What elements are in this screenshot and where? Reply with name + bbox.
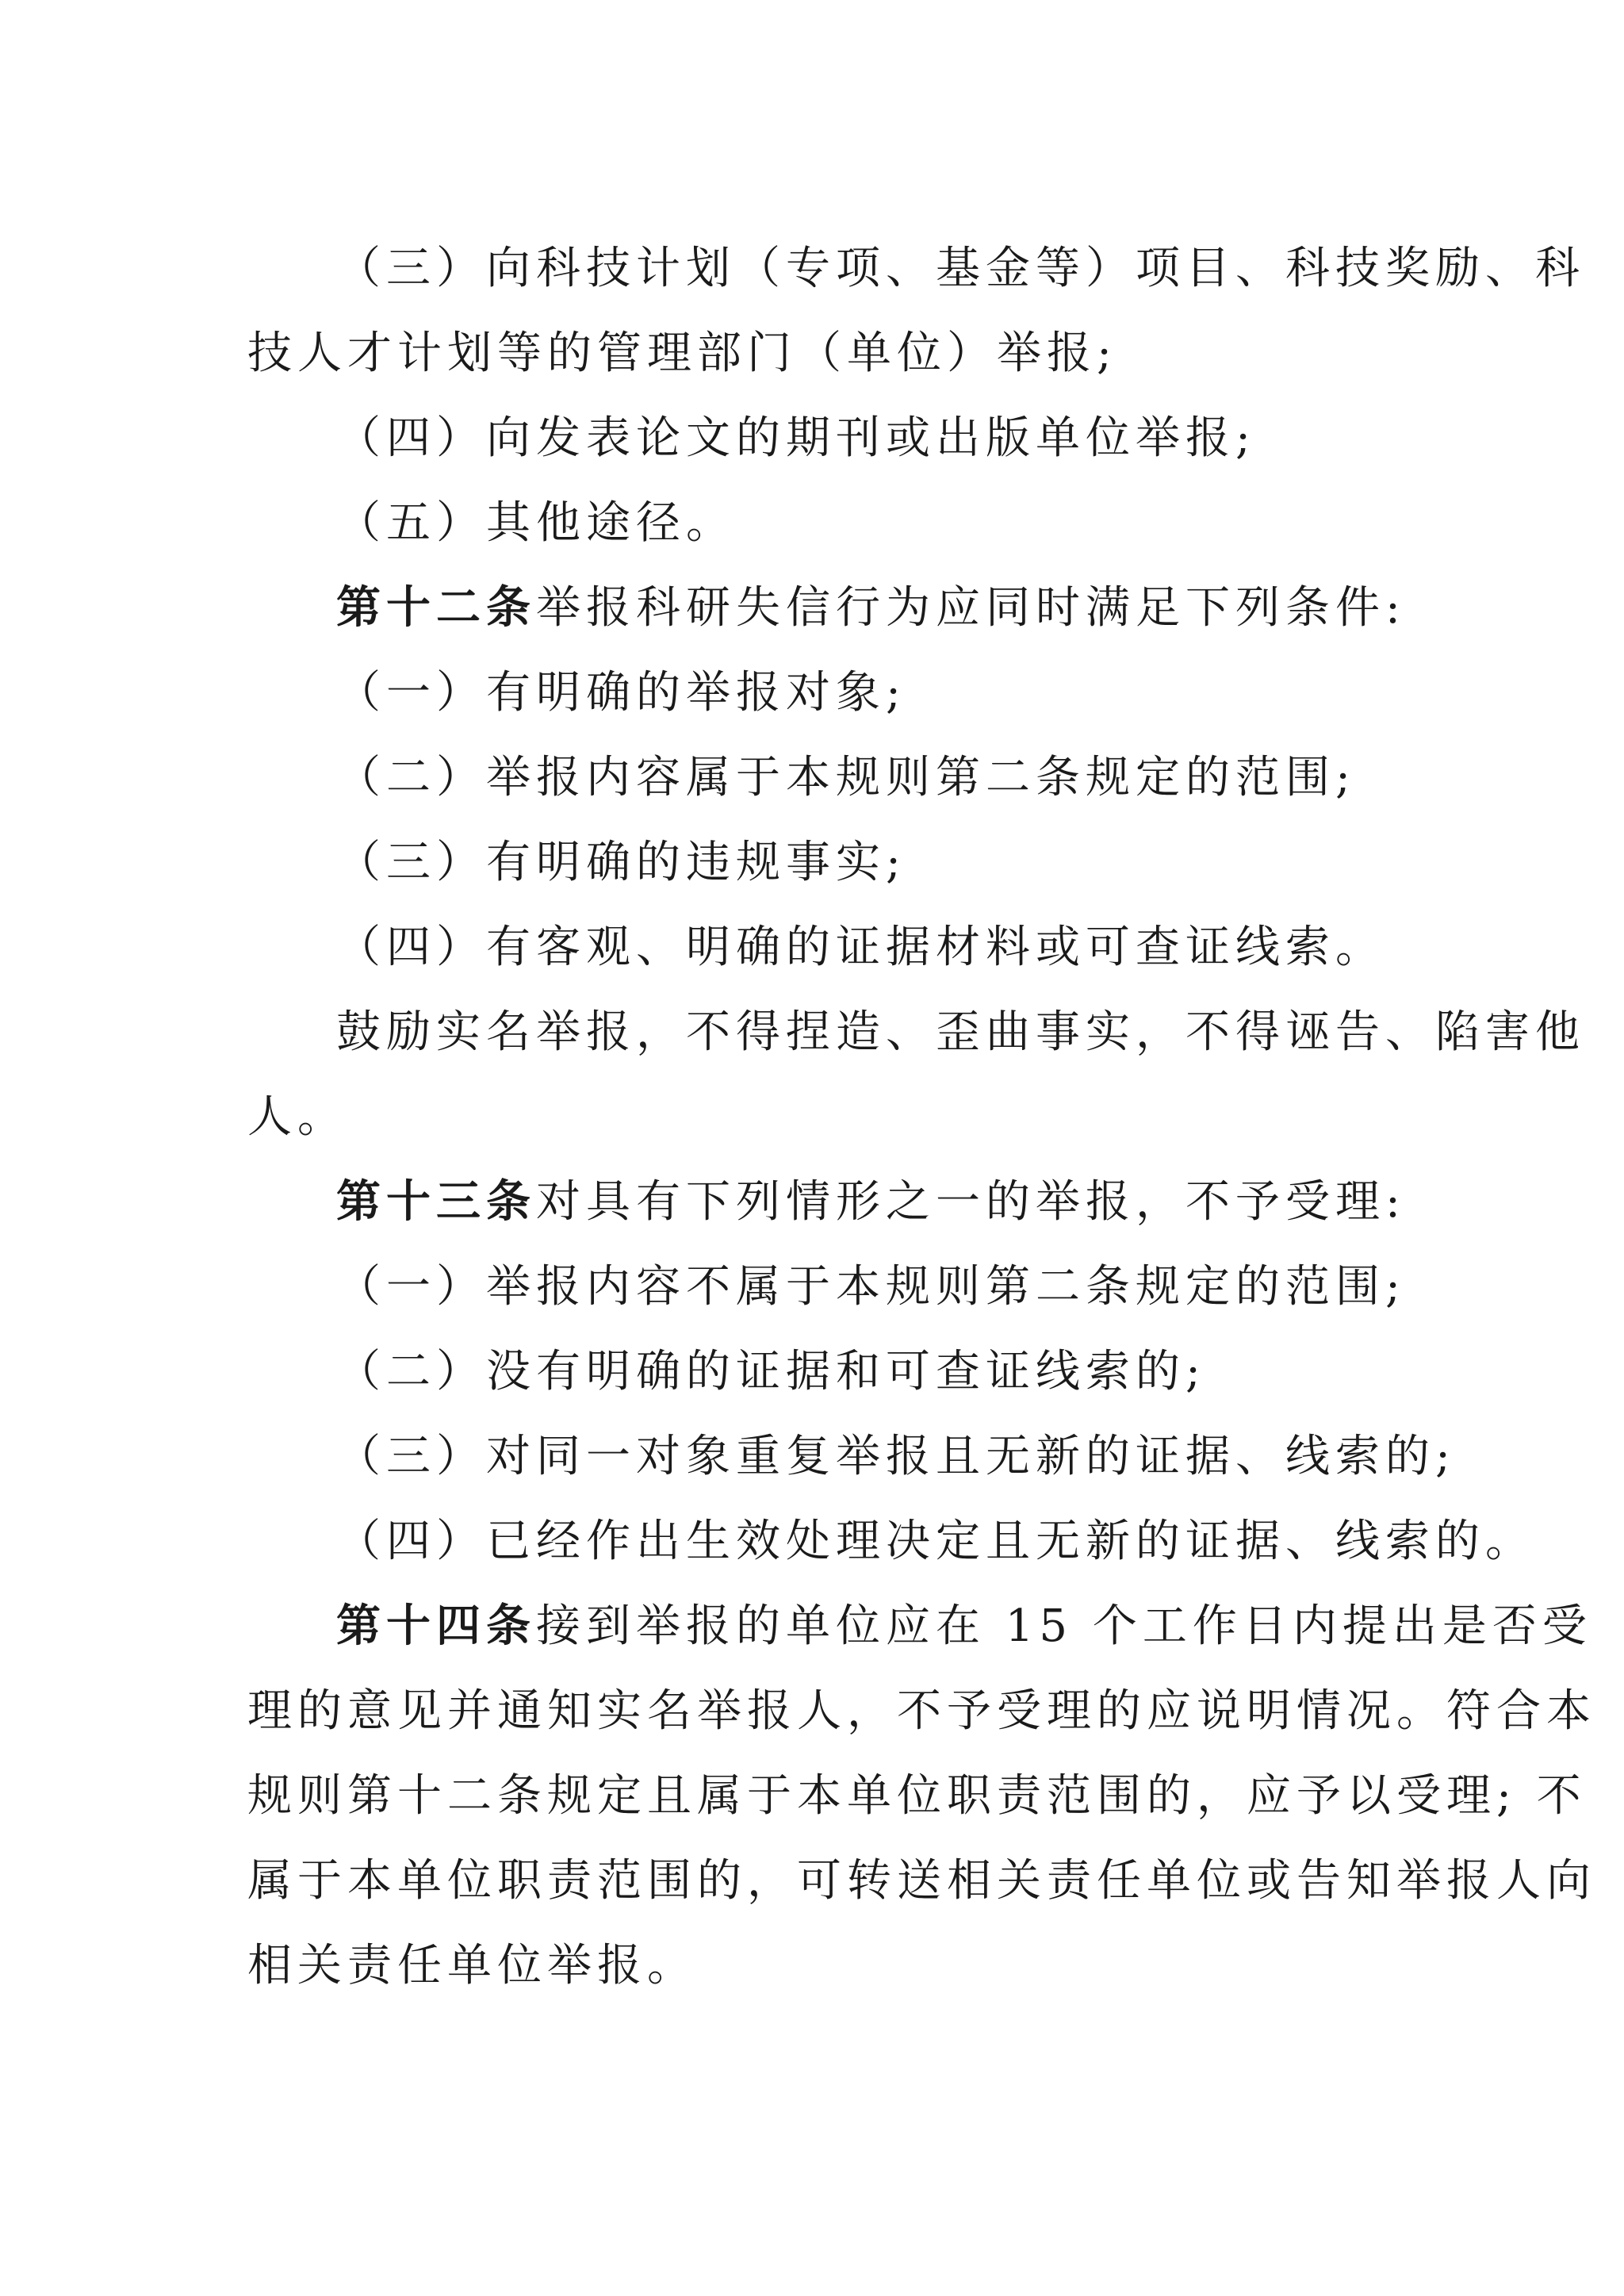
line-text: 规则第十二条规定且属于本单位职责范围的，应予以受理; 不 xyxy=(247,1770,1587,1822)
paragraph-line xyxy=(247,226,1585,311)
paragraph-line xyxy=(247,1838,1596,1923)
line-text: 鼓励实名举报，不得捏造、歪曲事实，不得诬告、陷害他 xyxy=(336,1006,1585,1058)
paragraph-line xyxy=(247,1923,1389,2008)
line-text: （五）其他途径。 xyxy=(336,497,736,549)
paragraph-line xyxy=(247,1499,1535,1584)
line-text: （三）对同一对象重复举报且无新的证据、线索的; xyxy=(336,1431,1456,1482)
paragraph-line xyxy=(247,1244,1406,1329)
paragraph-line xyxy=(247,990,1585,1075)
paragraph-line xyxy=(247,1329,1389,1414)
document-page xyxy=(247,226,1596,2008)
article-heading-line xyxy=(247,1584,1592,1669)
paragraph-line xyxy=(247,650,1389,735)
line-text: （二）举报内容属于本规则第二条规定的范围; xyxy=(336,752,1356,803)
article-number: 第十二条 xyxy=(336,581,536,634)
paragraph-line xyxy=(247,735,1389,820)
paragraph-line xyxy=(247,311,1389,396)
line-text: （一）有明确的举报对象; xyxy=(336,667,906,719)
article-number: 第十四条 xyxy=(336,1600,536,1652)
line-text: 相关责任单位举报。 xyxy=(247,1940,697,1991)
paragraph-line xyxy=(247,905,1389,990)
article-heading-line xyxy=(247,565,1406,650)
line-text: 技人才计划等的管理部门（单位）举报; xyxy=(247,328,1117,379)
line-text: 理的意见并通知实名举报人，不予受理的应说明情况。符合本 xyxy=(247,1685,1596,1737)
article-number: 第十三条 xyxy=(336,1175,536,1228)
line-text: （一）举报内容不属于本规则第二条规定的范围; xyxy=(336,1261,1406,1313)
line-text: （三）有明确的违规事实; xyxy=(336,837,906,888)
line-text: 接到举报的单位应在 15 个工作日内提出是否受 xyxy=(536,1600,1592,1652)
line-text: 举报科研失信行为应同时满足下列条件: xyxy=(536,582,1406,634)
paragraph-line xyxy=(247,1075,1389,1159)
article-heading-line xyxy=(247,1159,1406,1244)
line-text: （二）没有明确的证据和可查证线索的; xyxy=(336,1346,1206,1397)
paragraph-line xyxy=(247,396,1389,481)
paragraph-line xyxy=(247,481,1389,565)
paragraph-line xyxy=(247,820,1389,905)
paragraph-line xyxy=(247,1754,1587,1838)
paragraph-line xyxy=(247,1414,1456,1499)
line-text: （四）向发表论文的期刊或出版单位举报; xyxy=(336,412,1256,464)
line-text: （四）已经作出生效处理决定且无新的证据、线索的。 xyxy=(336,1516,1535,1567)
line-text: 对具有下列情形之一的举报，不予受理: xyxy=(536,1176,1406,1228)
line-text: 属于本单位职责范围的，可转送相关责任单位或告知举报人向 xyxy=(247,1855,1596,1907)
paragraph-line xyxy=(247,1669,1596,1754)
line-text: （三）向科技计划（专项、基金等）项目、科技奖励、科 xyxy=(336,243,1585,294)
line-text: （四）有客观、明确的证据材料或可查证线索。 xyxy=(336,922,1385,973)
line-text: 人。 xyxy=(247,1091,347,1143)
